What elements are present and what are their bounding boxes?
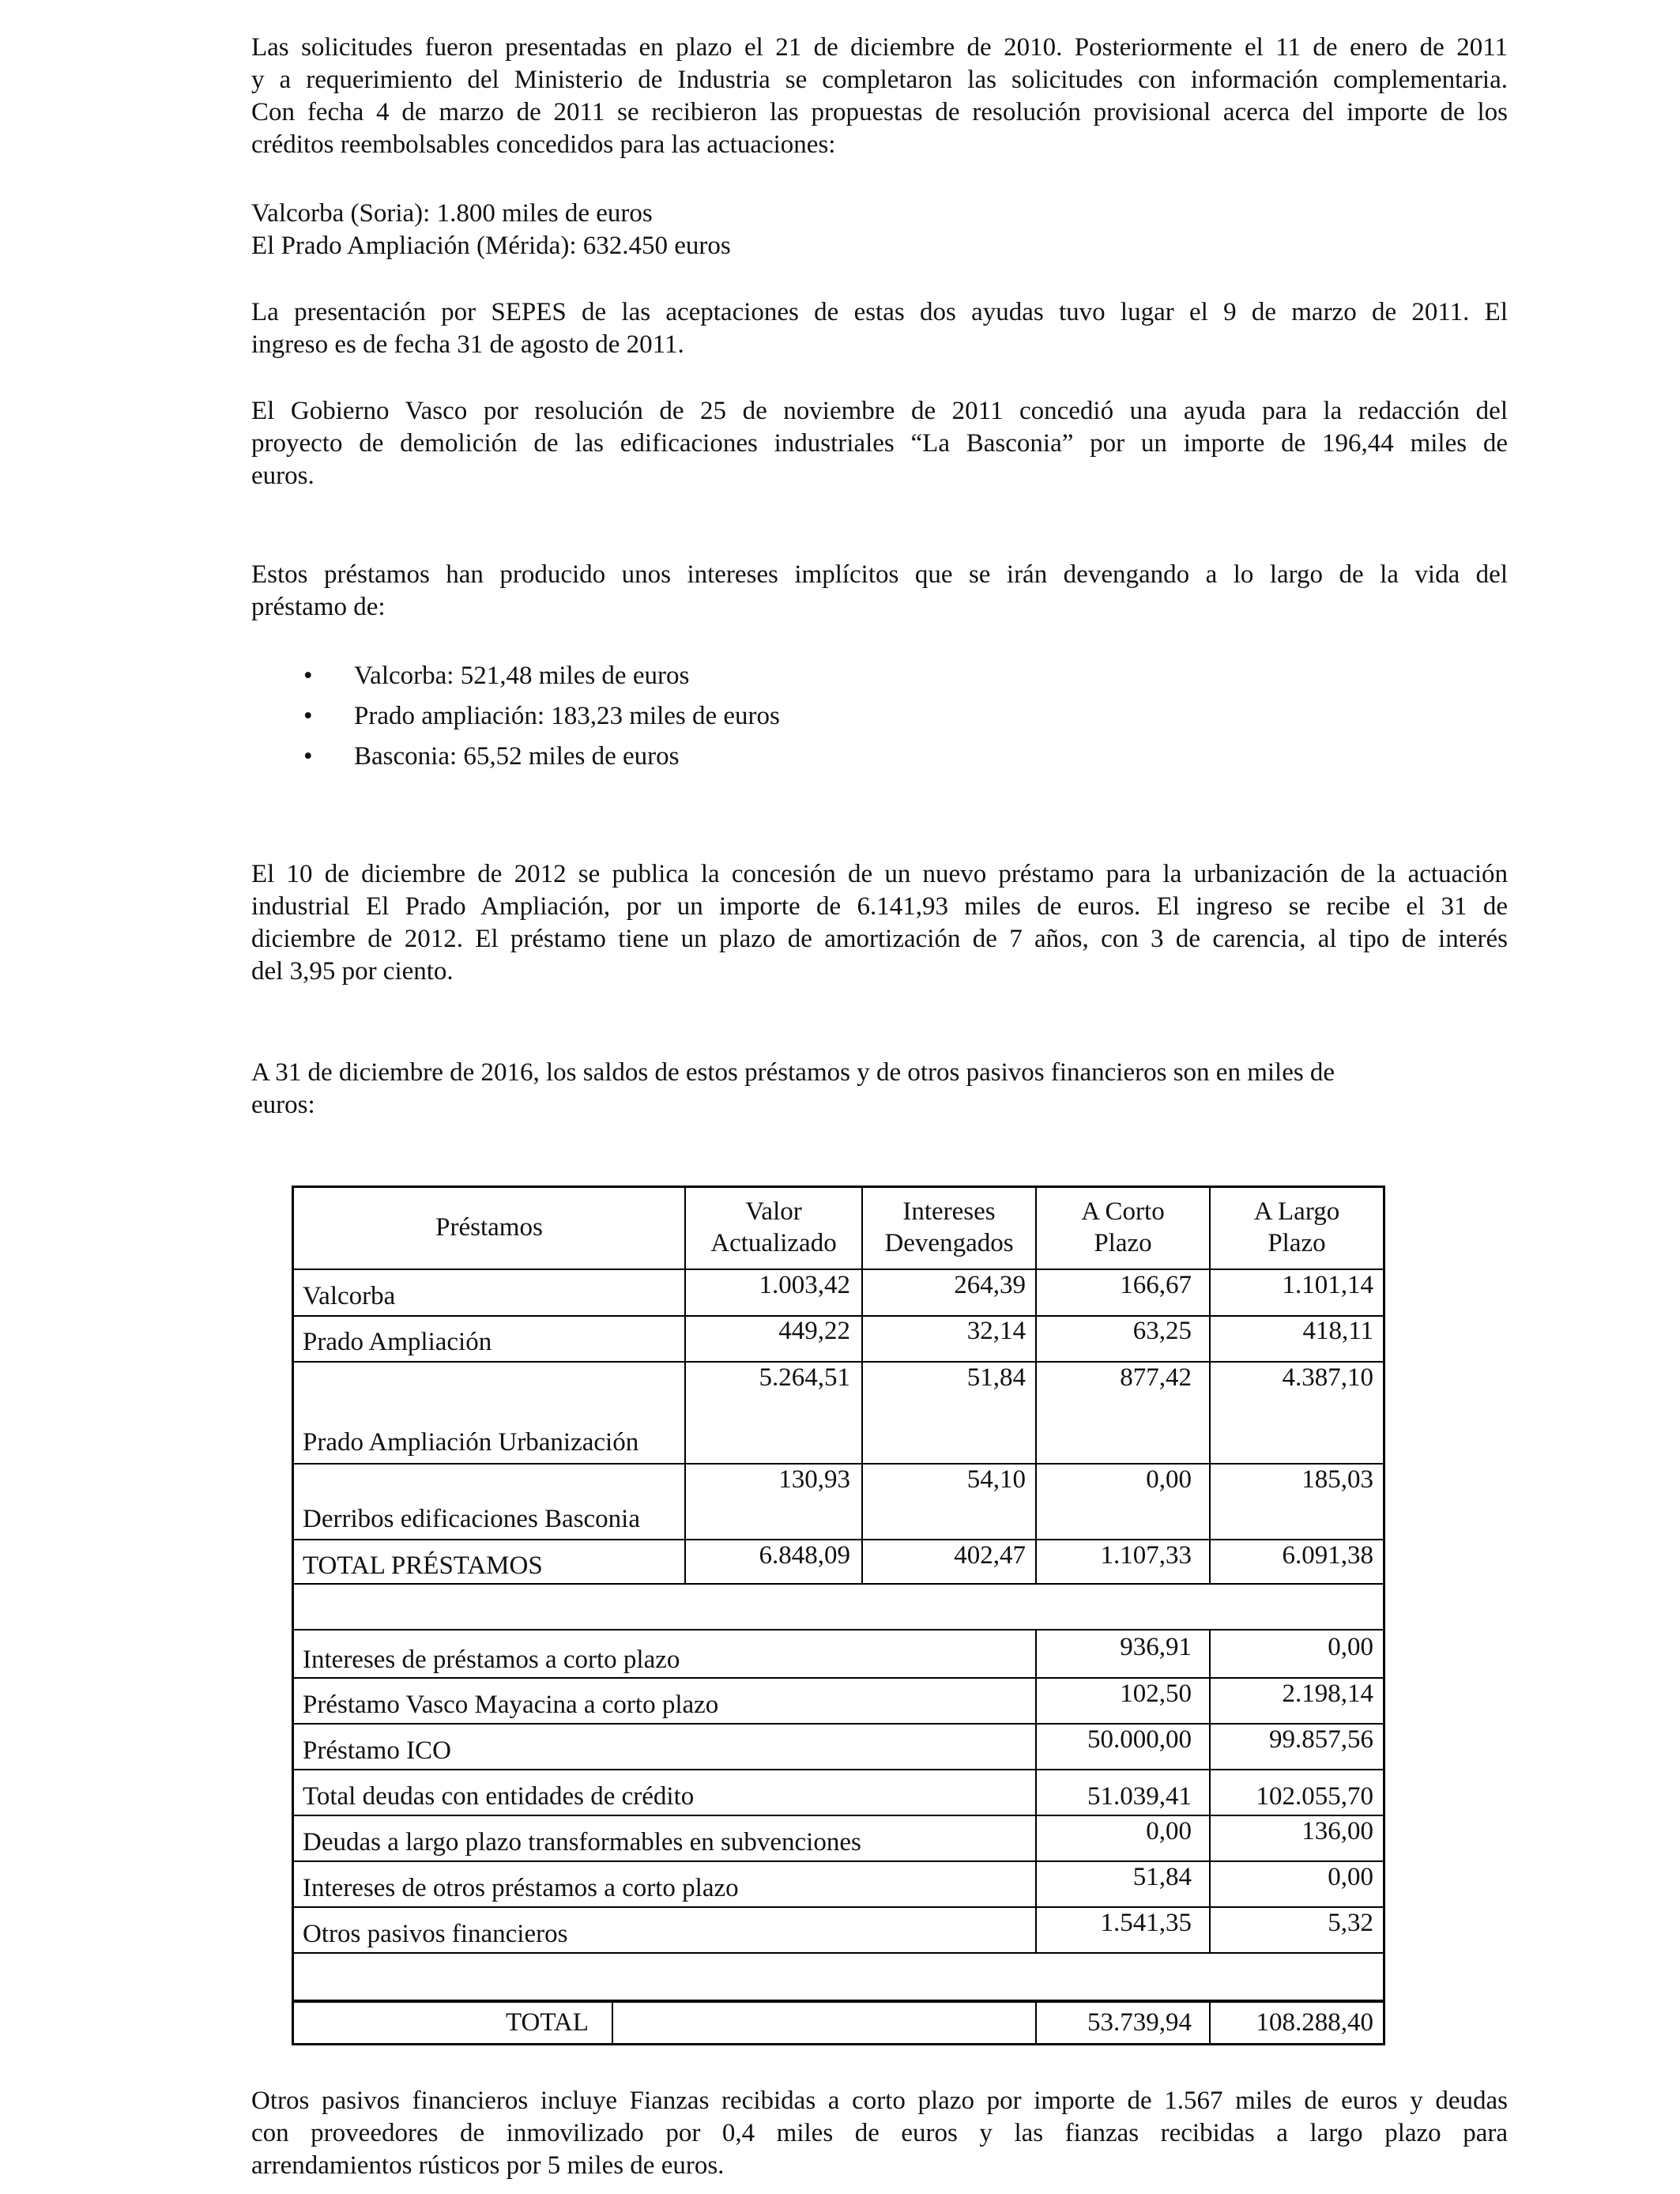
cell-largo: 1.101,14 xyxy=(1282,1271,1373,1299)
cell-intereses: 54,10 xyxy=(966,1465,1026,1494)
text-line: A 31 de diciembre de 2016, los saldos de estos préstamos y de otros pasivos financieros son en miles de xyxy=(251,1058,1335,1087)
text-line: Las solicitudes fueron presentadas en plazo el 21 de diciembre de 2010. Posteriormente el 11 de enero de 2011 xyxy=(251,33,1508,62)
cell-corto: 51.039,41 xyxy=(1087,1782,1192,1811)
text-line: ingreso es de fecha 31 de agosto de 2011. xyxy=(251,330,684,359)
paragraph-saldos xyxy=(251,1057,1508,1122)
cell-largo: 2.198,14 xyxy=(1282,1679,1373,1708)
row-label-basconia: Derribos edificaciones Basconia xyxy=(303,1505,641,1533)
cell-corto: 0,00 xyxy=(1146,1817,1192,1845)
row-label-total: TOTAL xyxy=(506,2008,589,2037)
header-valor-line2: Actualizado xyxy=(710,1229,837,1257)
cell-intereses: 32,14 xyxy=(966,1317,1026,1345)
list-item: • Valcorba: 521,48 miles de euros xyxy=(251,656,780,696)
row-label-total-deudas: Total deudas con entidades de crédito xyxy=(303,1782,695,1811)
cell-largo-total: 108.288,40 xyxy=(1256,2008,1373,2037)
header-intereses-line1: Intereses xyxy=(902,1197,996,1226)
paragraph-solicitudes xyxy=(251,32,1508,161)
cell-corto: 936,91 xyxy=(1120,1633,1192,1661)
cell-largo: 102.055,70 xyxy=(1256,1782,1373,1811)
cell-largo: 99.857,56 xyxy=(1269,1725,1373,1754)
cell-corto: 1.107,33 xyxy=(1100,1541,1192,1570)
cell-largo: 185,03 xyxy=(1301,1465,1373,1494)
cell-intereses: 51,84 xyxy=(966,1363,1026,1392)
text-line: créditos reembolsables concedidos para las actuaciones: xyxy=(251,130,836,159)
text-line: industrial El Prado Ampliación, por un importe de 6.141,93 miles de euros. El ingreso se recibe el 31 de xyxy=(251,892,1508,921)
paragraph-sepes xyxy=(251,296,1508,361)
list-item: • Basconia: 65,52 miles de euros xyxy=(251,737,780,777)
text-line: y a requerimiento del Ministerio de Industria se completaron las solicitudes con información complementaria. xyxy=(251,66,1508,94)
text-line: Otros pasivos financieros incluye Fianzas recibidas a corto plazo por importe de 1.567 miles de euros y deudas xyxy=(251,2087,1508,2115)
text-line: El Prado Ampliación (Mérida): 632.450 euros xyxy=(251,232,731,260)
row-label-valcorba: Valcorba xyxy=(303,1282,396,1310)
cell-corto: 0,00 xyxy=(1146,1465,1192,1494)
cell-valor: 1.003,42 xyxy=(759,1271,850,1299)
cell-corto: 166,67 xyxy=(1120,1271,1192,1299)
text-line: El 10 de diciembre de 2012 se publica la concesión de un nuevo préstamo para la urbanización de la actuación xyxy=(251,860,1508,888)
paragraph-nuevo-prestamo xyxy=(251,858,1508,988)
cell-intereses: 264,39 xyxy=(954,1271,1026,1299)
row-label-total-prestamos: TOTAL PRÉSTAMOS xyxy=(303,1551,543,1580)
list-item: • Prado ampliación: 183,23 miles de euros xyxy=(251,696,780,737)
cell-corto: 63,25 xyxy=(1132,1317,1192,1345)
paragraph-gobierno-vasco xyxy=(251,395,1508,492)
text-line: diciembre de 2012. El préstamo tiene un plazo de amortización de 7 años, con 3 de carencia, al tipo de interés xyxy=(251,925,1508,953)
cell-corto: 102,50 xyxy=(1120,1679,1192,1708)
text-line: proyecto de demolición de las edificaciones industriales “La Basconia” por un importe de 196,44 miles de xyxy=(251,429,1508,458)
text-line: Con fecha 4 de marzo de 2011 se recibieron las propuestas de resolución provisional acerca del importe de los xyxy=(251,98,1508,126)
header-corto-line2: Plazo xyxy=(1094,1229,1152,1257)
cell-corto-total: 53.739,94 xyxy=(1087,2008,1192,2037)
text-line: euros. xyxy=(251,462,315,490)
header-largo-line1: A Largo xyxy=(1253,1197,1340,1226)
cell-valor: 5.264,51 xyxy=(759,1363,850,1392)
row-label-prado-ampliacion: Prado Ampliación xyxy=(303,1328,492,1356)
header-largo-line2: Plazo xyxy=(1268,1229,1326,1257)
text-line: del 3,95 por ciento. xyxy=(251,957,454,986)
cell-valor: 6.848,09 xyxy=(759,1541,850,1570)
cell-largo: 418,11 xyxy=(1302,1317,1373,1345)
cell-largo: 136,00 xyxy=(1301,1817,1373,1845)
header-valor-line1: Valor xyxy=(745,1197,802,1226)
bullet-icon: • xyxy=(303,742,313,771)
row-label-vasco-mayacina: Préstamo Vasco Mayacina a corto plazo xyxy=(303,1691,719,1719)
cell-largo: 5,32 xyxy=(1328,1909,1373,1937)
cell-valor: 130,93 xyxy=(778,1465,850,1494)
bullet-icon: • xyxy=(303,662,313,690)
paragraph-creditos xyxy=(251,198,1508,262)
header-corto-line1: A Corto xyxy=(1081,1197,1165,1226)
row-label-intereses-otros: Intereses de otros préstamos a corto plazo xyxy=(303,1874,739,1902)
bullet-icon: • xyxy=(303,702,313,730)
cell-largo: 0,00 xyxy=(1328,1863,1373,1891)
cell-largo: 0,00 xyxy=(1328,1633,1373,1661)
cell-corto: 877,42 xyxy=(1120,1363,1192,1392)
cell-corto: 1.541,35 xyxy=(1100,1909,1192,1937)
text-line: préstamo de: xyxy=(251,593,386,621)
text-line: Estos préstamos han producido unos intereses implícitos que se irán devengando a lo largo de la vida del xyxy=(251,560,1508,589)
paragraph-intereses-implicitos xyxy=(251,559,1508,624)
text-line: con proveedores de inmovilizado por 0,4 miles de euros y las fianzas recibidas a largo plazo para xyxy=(251,2119,1508,2147)
cell-corto: 50.000,00 xyxy=(1087,1725,1192,1754)
row-label-otros-pasivos: Otros pasivos financieros xyxy=(303,1920,568,1948)
text-line: arrendamientos rústicos por 5 miles de euros. xyxy=(251,2151,725,2180)
bullet-list xyxy=(251,656,780,777)
text-line: euros: xyxy=(251,1091,315,1119)
row-label-ico: Préstamo ICO xyxy=(303,1736,451,1765)
row-label-intereses-corto: Intereses de préstamos a corto plazo xyxy=(303,1646,680,1674)
row-label-deudas-subvenciones: Deudas a largo plazo transformables en subvenciones xyxy=(303,1828,861,1857)
cell-valor: 449,22 xyxy=(778,1317,850,1345)
cell-largo: 4.387,10 xyxy=(1282,1363,1373,1392)
text-line: El Gobierno Vasco por resolución de 25 de noviembre de 2011 concedió una ayuda para la redacción del xyxy=(251,397,1508,425)
cell-largo: 6.091,38 xyxy=(1282,1541,1373,1570)
paragraph-otros-pasivos xyxy=(251,2085,1508,2182)
cell-corto: 51,84 xyxy=(1132,1863,1192,1891)
text-line: La presentación por SEPES de las aceptaciones de estas dos ayudas tuvo lugar el 9 de marzo de 2011. El xyxy=(251,298,1508,326)
header-intereses-line2: Devengados xyxy=(884,1229,1014,1257)
text-line: Valcorba (Soria): 1.800 miles de euros xyxy=(251,199,653,228)
row-label-prado-urbanizacion: Prado Ampliación Urbanización xyxy=(303,1428,639,1457)
header-prestamos: Préstamos xyxy=(435,1213,543,1242)
cell-intereses: 402,47 xyxy=(954,1541,1026,1570)
